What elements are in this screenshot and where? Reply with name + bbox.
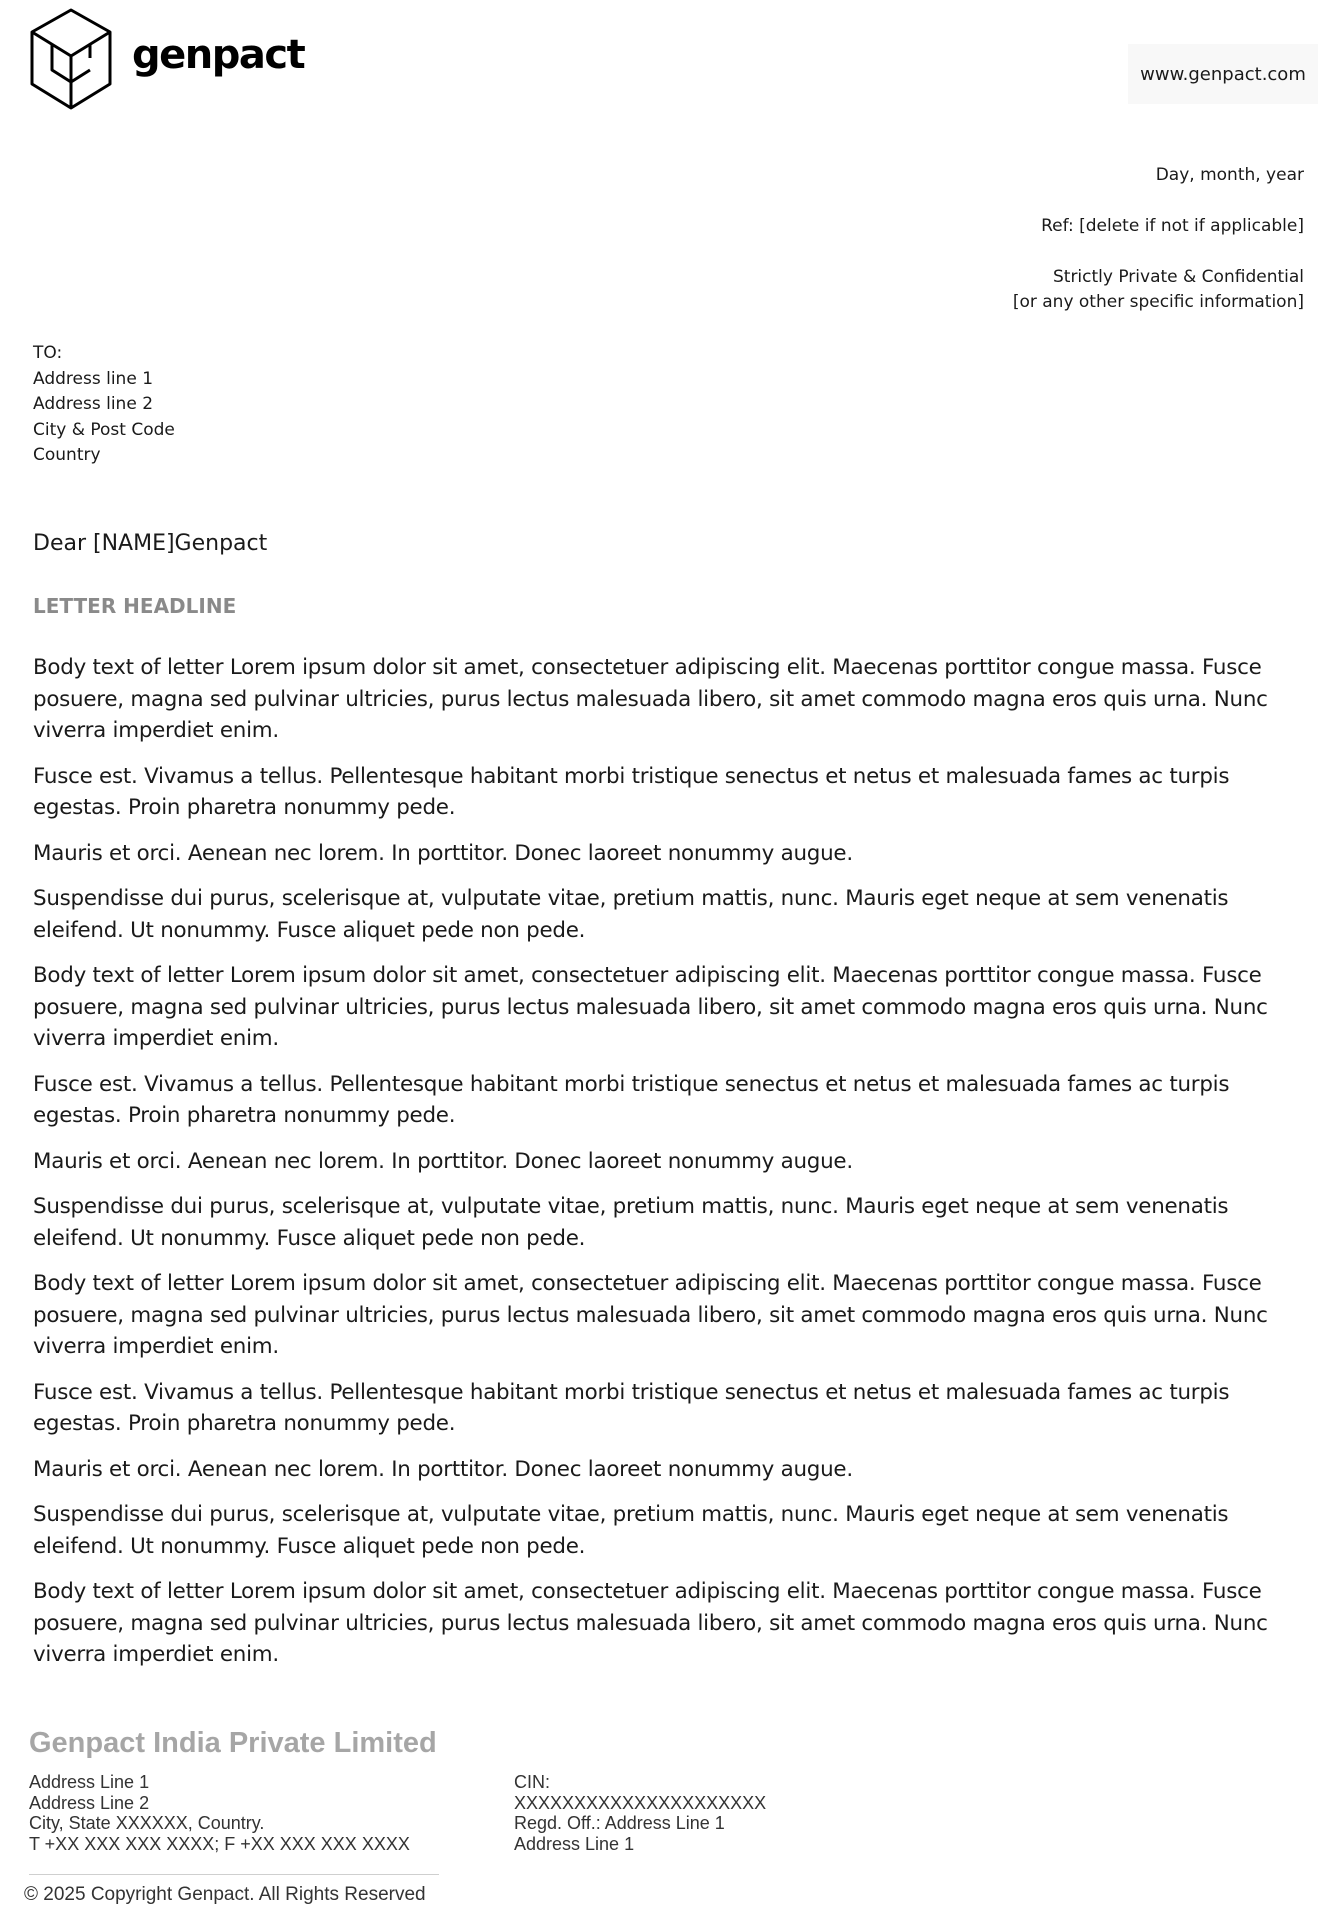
body-paragraph: Fusce est. Vivamus a tellus. Pellentesque habitant morbi tristique senectus et netus et malesuada fames ac turpis egestas. Proin pharetra nonummy pede.	[33, 1379, 1230, 1436]
letter-ref: Ref: [delete if not if applicable]	[1041, 216, 1304, 236]
body-paragraph: Suspendisse dui purus, scelerisque at, vulputate vitae, pretium mattis, nunc. Mauris eget neque at sem venenatis eleifend. Ut nonummy. Fusce aliquet pede non pede.	[33, 886, 1229, 943]
recipient-address	[33, 341, 175, 469]
footer-address-line: Address Line 2	[29, 1792, 150, 1813]
body-paragraph: Mauris et orci. Aenean nec lorem. In porttitor. Donec laoreet nonummy augue.	[33, 1456, 853, 1482]
body-paragraph: Mauris et orci. Aenean nec lorem. In porttitor. Donec laoreet nonummy augue.	[33, 1148, 853, 1174]
website-link[interactable]: www.genpact.com	[1128, 44, 1318, 104]
address-line: City & Post Code	[33, 419, 175, 440]
confidentiality-note: Strictly Private & Confidential	[1052, 267, 1304, 287]
address-line: Address line 1	[33, 368, 154, 389]
address-line: Country	[33, 445, 101, 465]
genpact-cube-logo-icon	[30, 8, 112, 112]
body-paragraph: Fusce est. Vivamus a tellus. Pellentesque habitant morbi tristique senectus et netus et malesuada fames ac turpis egestas. Proin pharetra nonummy pede.	[33, 763, 1230, 820]
footer-address-line: City, State XXXXXX, Country.	[29, 1813, 265, 1833]
body-paragraph: Suspendisse dui purus, scelerisque at, vulputate vitae, pretium mattis, nunc. Mauris eget neque at sem venenatis eleifend. Ut nonummy. Fusce aliquet pede non pede.	[33, 1502, 1229, 1559]
other-info-note: [or any other specific information]	[1012, 292, 1304, 312]
brand-wordmark: genpact	[132, 32, 305, 78]
address-line: Address line 2	[33, 394, 154, 414]
body-paragraph: Body text of letter Lorem ipsum dolor sit amet, consectetuer adipiscing elit. Maecenas porttitor congue massa. Fusce posuere, magna sed pulvinar ultricies, purus lectus malesuada libero, sit amet commodo magna eros quis urna. Nunc viverra imperdiet enim.	[33, 655, 1268, 743]
footer-address	[29, 1772, 410, 1854]
footer-registration	[514, 1772, 766, 1854]
footer-divider	[29, 1874, 439, 1875]
letter-meta	[1013, 163, 1304, 315]
body-paragraph: Body text of letter Lorem ipsum dolor sit amet, consectetuer adipiscing elit. Maecenas porttitor congue massa. Fusce posuere, magna sed pulvinar ultricies, purus lectus malesuada libero, sit amet commodo magna eros quis urna. Nunc viverra imperdiet enim.	[33, 963, 1268, 1051]
letter-body	[33, 652, 1323, 1685]
footer-phone-fax: T +XX XXX XXX XXXX; F +XX XXX XXX XXXX	[29, 1833, 410, 1854]
footer-cin-value: XXXXXXXXXXXXXXXXXXXXX	[514, 1792, 767, 1813]
body-paragraph: Body text of letter Lorem ipsum dolor sit amet, consectetuer adipiscing elit. Maecenas porttitor congue massa. Fusce posuere, magna sed pulvinar ultricies, purus lectus malesuada libero, sit amet commodo magna eros quis urna. Nunc viverra imperdiet enim.	[33, 1579, 1268, 1667]
footer-regd-address-line: Address Line 1	[514, 1833, 635, 1854]
body-paragraph: Suspendisse dui purus, scelerisque at, vulputate vitae, pretium mattis, nunc. Mauris eget neque at sem venenatis eleifend. Ut nonummy. Fusce aliquet pede non pede.	[33, 1194, 1229, 1251]
body-paragraph: Fusce est. Vivamus a tellus. Pellentesque habitant morbi tristique senectus et netus et malesuada fames ac turpis egestas. Proin pharetra nonummy pede.	[33, 1071, 1230, 1128]
copyright-notice: © 2025 Copyright Genpact. All Rights Reserved	[24, 1884, 426, 1905]
salutation: Dear [NAME]Genpact	[33, 531, 268, 556]
footer-cin-label: CIN:	[514, 1772, 550, 1792]
to-label: TO:	[33, 343, 63, 363]
footer-company-name: Genpact India Private Limited	[29, 1727, 437, 1759]
brand-logo	[30, 8, 304, 112]
body-paragraph: Mauris et orci. Aenean nec lorem. In porttitor. Donec laoreet nonummy augue.	[33, 840, 853, 866]
footer-address-line: Address Line 1	[29, 1772, 150, 1792]
letter-date: Day, month, year	[1155, 165, 1304, 185]
footer-regd-office: Regd. Off.: Address Line 1	[514, 1813, 725, 1833]
letter-headline: LETTER HEADLINE	[33, 594, 237, 618]
body-paragraph: Body text of letter Lorem ipsum dolor sit amet, consectetuer adipiscing elit. Maecenas porttitor congue massa. Fusce posuere, magna sed pulvinar ultricies, purus lectus malesuada libero, sit amet commodo magna eros quis urna. Nunc viverra imperdiet enim.	[33, 1271, 1268, 1359]
